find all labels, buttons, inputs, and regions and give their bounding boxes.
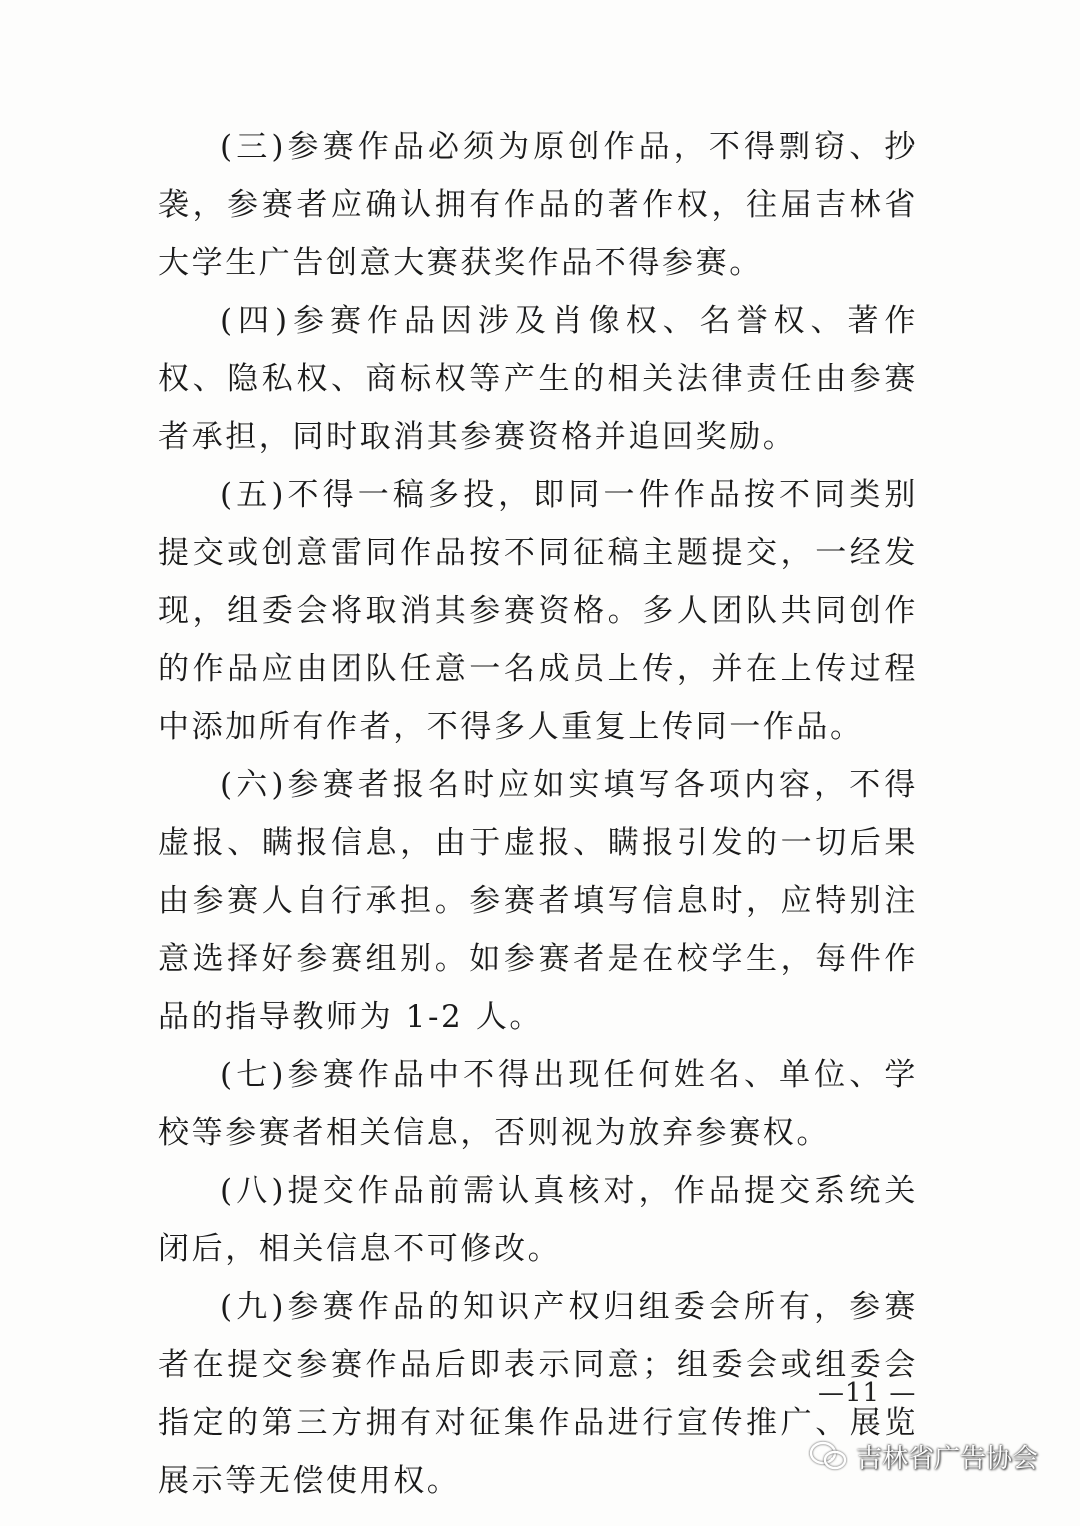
paragraph-7: (七)参赛作品中不得出现任何姓名、单位、学校等参赛者相关信息，否则视为放弃参赛权。 xyxy=(158,1057,918,1151)
paragraph-6: (六)参赛者报名时应如实填写各项内容，不得虚报、瞒报信息，由于虚报、瞒报引发的一切后果由参赛人自行承担。参赛者填写信息时，应特别注意选择好参赛组别。如参赛者是在校学生，每件作品的指导教师为 1-2 人。 xyxy=(158,767,918,1035)
paragraph-4: (四)参赛作品因涉及肖像权、名誉权、著作权、隐私权、商标权等产生的相关法律责任由参赛者承担，同时取消其参赛资格并追回奖励。 xyxy=(158,303,918,455)
paragraph-9: (九)参赛作品的知识产权归组委会所有，参赛者在提交参赛作品后即表示同意；组委会或组委会指定的第三方拥有对征集作品进行宣传推广、展览展示等无偿使用权。 xyxy=(158,1289,918,1499)
paragraph-3: (三)参赛作品必须为原创作品，不得剽窃、抄袭，参赛者应确认拥有作品的著作权，往届吉林省大学生广告创意大赛获奖作品不得参赛。 xyxy=(158,129,918,281)
paragraph-5: (五)不得一稿多投，即同一件作品按不同类别提交或创意雷同作品按不同征稿主题提交，一经发现，组委会将取消其参赛资格。多人团队共同创作的作品应由团队任意一名成员上传，并在上传过程中添加所有作者，不得多人重复上传同一作品。 xyxy=(158,477,918,745)
page-number: —11 — xyxy=(818,1378,917,1408)
body-text xyxy=(158,118,918,1510)
paragraph-8: (八)提交作品前需认真核对，作品提交系统关闭后，相关信息不可修改。 xyxy=(158,1173,918,1267)
wechat-watermark xyxy=(808,1434,1038,1478)
wechat-icon xyxy=(808,1439,848,1473)
watermark-text: 吉林省广告协会 xyxy=(856,1443,1039,1474)
